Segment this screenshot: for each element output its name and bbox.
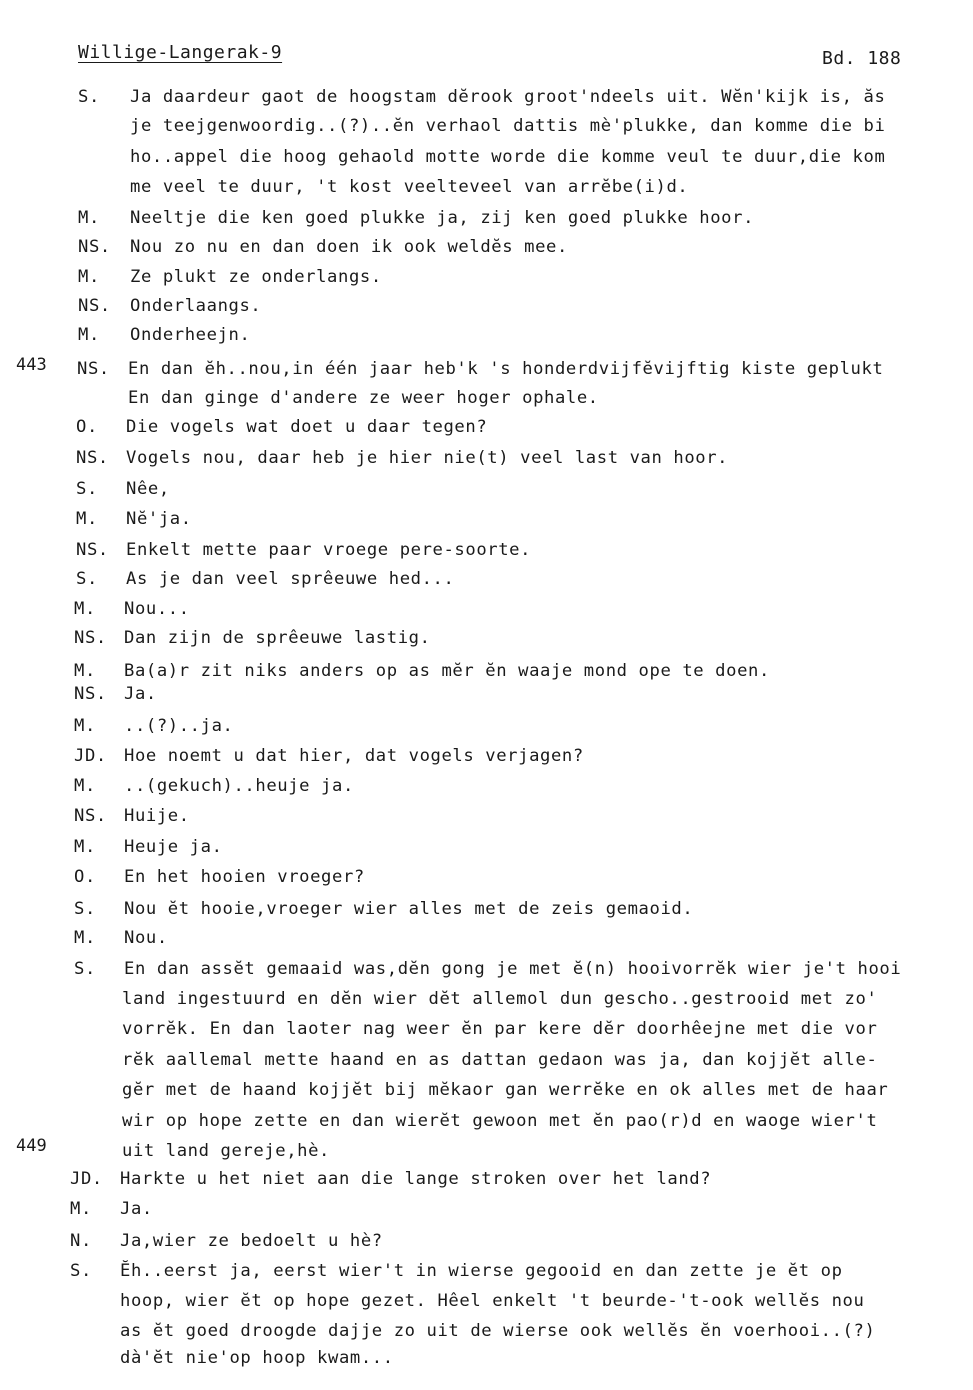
speaker-label: S. [76,569,98,589]
transcript-line: Hoe noemt u dat hier, dat vogels verjagen? [124,746,584,766]
page-number: Bd. 188 [822,48,902,69]
transcript-line: gĕr met de haand kojjĕt bij mĕkaor gan werrĕke en ok alles met de haar [122,1080,889,1100]
transcript-line: Harkte u het niet aan die lange stroken over het land? [120,1169,712,1189]
transcript-line: Enkelt mette paar vroege pere-soorte. [126,540,532,560]
transcript-line: As je dan veel sprêeuwe hed... [126,569,455,589]
transcript-line: En het hooien vroeger? [124,867,365,887]
transcript-line: land ingestuurd en dĕn wier dĕt allemol dun gescho..gestrooid met zo' [122,989,878,1009]
transcript-line: Dan zijn de sprêeuwe lastig. [124,628,431,648]
speaker-label: NS. [78,296,111,316]
transcript-line: Ja,wier ze bedoelt u hè? [120,1231,383,1251]
margin-line-number: 449 [16,1136,47,1156]
transcript-line: Ba(a)r zit niks anders op as mĕr ĕn waaje mond ope te doen. [124,661,770,681]
transcript-line: Heuje ja. [124,837,223,857]
transcript-line: vorrĕk. En dan laoter nag weer ĕn par kere dĕr doorhêejne met die vor [122,1019,878,1039]
speaker-label: M. [76,509,98,529]
transcript-line: Nou ĕt hooie,vroeger wier alles met de zeis gemaoid. [124,899,694,919]
speaker-label: JD. [74,746,107,766]
transcript-line: me veel te duur, 't kost veelteveel van arrĕbe(i)d. [130,177,689,197]
speaker-label: O. [74,867,96,887]
transcript-line: Nou... [124,599,190,619]
transcript-line: Ze plukt ze onderlangs. [130,267,382,287]
transcript-line: Onderlaangs. [130,296,262,316]
speaker-label: NS. [74,628,107,648]
speaker-label: M. [70,1199,92,1219]
speaker-label: JD. [70,1169,103,1189]
transcript-line: Ja daardeur gaot de hoogstam dĕrook groot'ndeels uit. Wĕn'kijk is, ăs [130,87,886,107]
transcript-line: hoop, wier ĕt op hope gezet. Hêel enkelt 't beurde-'t-ook wellĕs nou [120,1291,865,1311]
transcript-line: wir op hope zette en dan wierĕt gewoon met ĕn pao(r)d en waoge wier't [122,1111,878,1131]
speaker-label: M. [74,776,96,796]
speaker-label: M. [78,208,100,228]
speaker-label: M. [74,716,96,736]
speaker-label: S. [78,87,100,107]
transcript-line: ..(gekuch)..heuje ja. [124,776,354,796]
transcript-line: Ĕh..eerst ja, eerst wier't in wierse gegooid en dan zette je ĕt op [120,1261,843,1281]
speaker-label: NS. [76,540,109,560]
speaker-label: NS. [77,359,110,379]
transcript-line: je teejgenwoordig..(?)..ĕn verhaol dattis mè'plukke, dan komme die bi [130,116,886,136]
transcript-line: Vogels nou, daar heb je hier nie(t) veel last van hoor. [126,448,729,468]
transcript-line: as ĕt goed droogde dajje zo uit de wierse ook wellĕs ĕn voerhooi..(?) [120,1321,876,1341]
speaker-label: M. [74,599,96,619]
speaker-label: M. [74,928,96,948]
speaker-label: S. [74,899,96,919]
transcript-line: uit land gereje,hè. [122,1141,331,1161]
speaker-label: M. [78,325,100,345]
transcript-line: Nêe, [126,479,170,499]
transcript-line: En dan ĕh..nou,in één jaar heb'k 's honderdvijfĕvijftig kiste geplukt [128,359,884,379]
speaker-label: N. [70,1231,92,1251]
document-title: Willige-Langerak-9 [78,42,283,63]
transcript-line: ho..appel die hoog gehaold motte worde die komme veul te duur,die kom [130,147,886,167]
speaker-label: S. [70,1261,92,1281]
speaker-label: M. [74,661,96,681]
transcript-line: Ja. [120,1199,153,1219]
transcript-line: Nou zo nu en dan doen ik ook weldĕs mee. [130,237,568,257]
transcript-line: Neeltje die ken goed plukke ja, zij ken goed plukke hoor. [130,208,755,228]
transcript-line: En dan ginge d'andere ze weer hoger ophale. [128,388,599,408]
speaker-label: O. [76,417,98,437]
transcript-line: Nĕ'ja. [126,509,192,529]
speaker-label: S. [76,479,98,499]
transcript-line: Die vogels wat doet u daar tegen? [126,417,488,437]
transcript-line: ..(?)..ja. [124,716,234,736]
speaker-label: NS. [78,237,111,257]
transcript-line: En dan assĕt gemaaid was,dĕn gong je met ĕ(n) hooivorrĕk wier je't hooi [124,959,902,979]
transcript-line: Nou. [124,928,168,948]
transcript-line: Onderheejn. [130,325,251,345]
speaker-label: NS. [74,684,107,704]
margin-line-number: 443 [16,355,47,375]
transcript-line: rĕk aallemal mette haand en as dattan gedaon was ja, dan kojjĕt alle- [122,1050,878,1070]
transcript-line: Huije. [124,806,190,826]
transcript-line: Ja. [124,684,157,704]
speaker-label: M. [74,837,96,857]
speaker-label: NS. [76,448,109,468]
speaker-label: M. [78,267,100,287]
speaker-label: NS. [74,806,107,826]
speaker-label: S. [74,959,96,979]
transcript-line: dà'ĕt nie'op hoop kwam... [120,1348,394,1368]
